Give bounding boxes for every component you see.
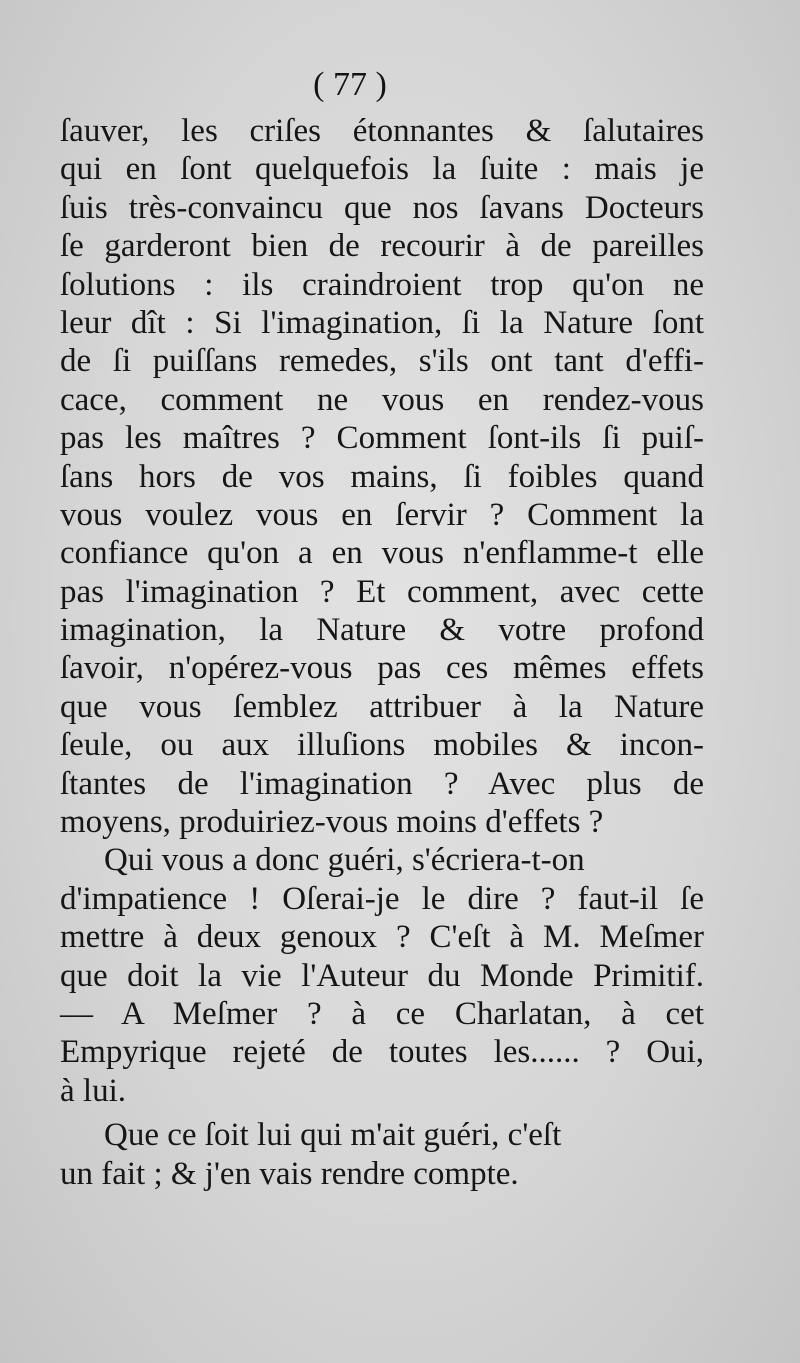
text-line: imagination, la Nature & votre profond	[60, 612, 704, 649]
text-line: Qui vous a donc guéri, s'écriera-t-on	[104, 842, 585, 879]
text-line: mettre à deux genoux ? C'eſt à M. Meſmer	[60, 919, 704, 956]
text-line: pas l'imagination ? Et comment, avec cette	[60, 573, 704, 610]
text-line: pas les maîtres ? Comment ſont-ils ſi puiſ-	[60, 420, 704, 457]
text-line: ſauver, les criſes étonnantes & ſalutaires	[60, 113, 704, 149]
text-line: ſolutions : ils craindroient trop qu'on ne	[60, 266, 704, 303]
page-number: ( 77 )	[313, 66, 387, 103]
text-line: moyens, produiriez-vous moins d'effets ?	[60, 804, 604, 841]
text-line: — A Meſmer ? à ce Charlatan, à cet	[60, 995, 704, 1032]
text-line: cace, comment ne vous en rendez-vous	[60, 381, 704, 418]
text-line: d'impatience ! Oſerai-je le dire ? faut-il ſe	[60, 880, 704, 917]
text-line: ſuis très-convaincu que nos ſavans Docteurs	[60, 189, 704, 226]
text-line: ſans hors de vos mains, ſi foibles quand	[60, 458, 704, 495]
text-line: vous voulez vous en ſervir ? Comment la	[60, 496, 704, 533]
body-text	[60, 112, 704, 1193]
text-line: de ſi puiſſans remedes, s'ils ont tant d'effi-	[60, 343, 704, 380]
text-line: leur dît : Si l'imagination, ſi la Nature ſont	[60, 304, 704, 341]
text-line: que doit la vie l'Auteur du Monde Primitif.	[60, 957, 704, 994]
text-line: ſe garderont bien de recourir à de pareilles	[60, 228, 704, 265]
text-line: à lui.	[60, 1072, 126, 1109]
text-line: Empyrique rejeté de toutes les...... ? Oui,	[60, 1034, 704, 1071]
text-line: ſtantes de l'imagination ? Avec plus de	[60, 765, 704, 802]
text-line: ſavoir, n'opérez-vous pas ces mêmes effets	[60, 650, 704, 687]
text-line: ſeule, ou aux illuſions mobiles & incon-	[60, 727, 704, 764]
text-line: Que ce ſoit lui qui m'ait guéri, c'eſt	[104, 1117, 562, 1154]
text-line: un fait ; & j'en vais rendre compte.	[60, 1155, 519, 1192]
text-line: qui en ſont quelquefois la ſuite : mais je	[60, 151, 704, 188]
text-line: que vous ſemblez attribuer à la Nature	[60, 688, 704, 725]
text-line: confiance qu'on a en vous n'enflamme-t elle	[60, 535, 704, 572]
